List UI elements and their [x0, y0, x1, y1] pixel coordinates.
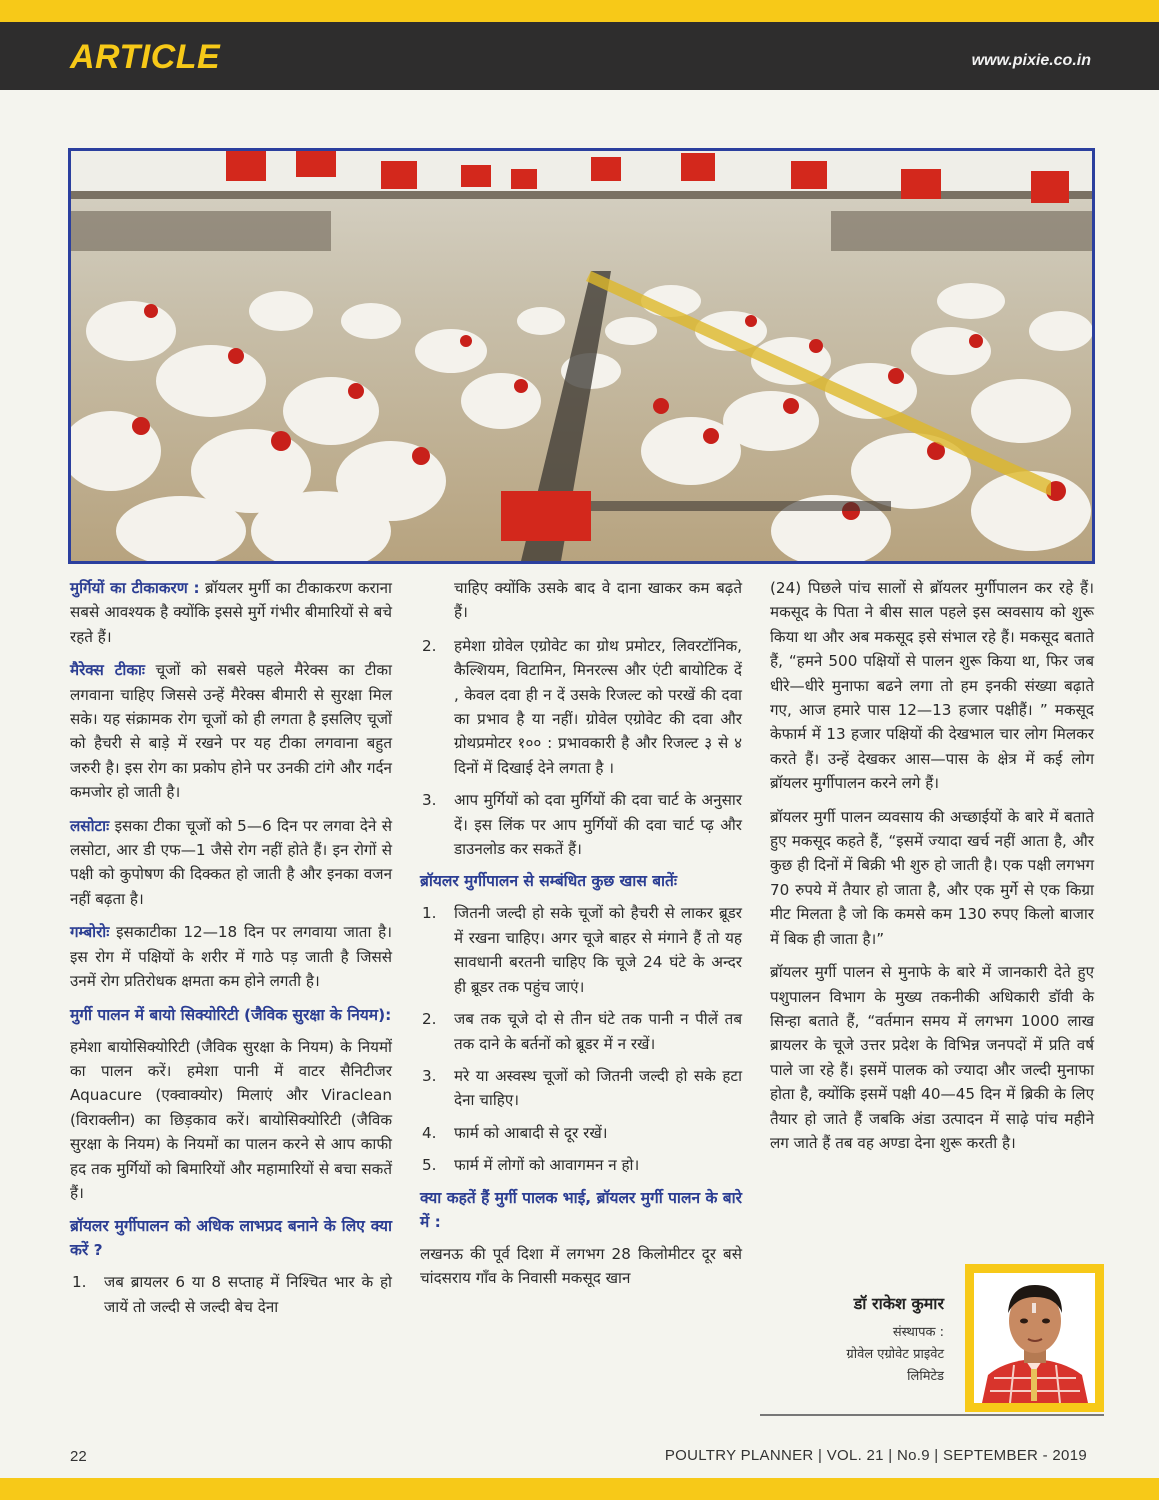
list-text: जब तक चूजे दो से तीन घंटे तक पानी न पीलें तब तक दाने के बर्तनों को ब्रूडर में न रखें।	[454, 1010, 742, 1053]
list-item-continued: चाहिए क्योंकि उसके बाद वे दाना खाकर कम बढ़ते हैं।	[454, 579, 742, 622]
top-accent-bar	[0, 0, 1159, 22]
author-role: संस्थापक :	[892, 1325, 944, 1340]
heading-farmer-views: क्या कहतें हैं मुर्गी पालक भाई, ब्रॉयलर मुर्गी पालन के बारे में :	[420, 1188, 742, 1231]
list-item	[70, 1270, 392, 1319]
paragraph-text: इसकाटीका 12—18 दिन पर लगवाया जाता है। इस रोग में पक्षियों के शरीर में गाठे पड़ जाती है जिससे उनमें रोग प्रतिरोधक क्षमता कम होने लगती है।	[70, 923, 392, 991]
list-item	[420, 901, 742, 999]
paragraph-official-quote: ब्रॉयलर मुर्गी पालन से मुनाफे के बारे में जानकारी देते हुए पशुपालन विभाग के मुख्य तकनीकी अधिकारी डॉवी के सिन्हा बताते हैं, “वर्तमान समय में लगभग 1000 लाख ब्रायलर के चूजे उत्तर प्रदेश के विभिन्न जनपदों में प्रति वर्ष पाले जा रहे हैं। इसमें पालक को ज्यादा और जल्दी मुनाफा होता है, क्योंकि इसमें पक्षी 40—45 दिन में ब्रिकी के लिए तैयार हो जाते हैं जबकि अंडा उत्पादन में साढ़े पांच महीने लग जाते हैं तब वह अण्डा देना शुरू करती है।	[770, 963, 1094, 1152]
paragraph-vaccination	[70, 576, 392, 649]
paragraph-maqsood: (24) पिछले पांच सालों से ब्रॉयलर मुर्गीपालन कर रहे हैं। मकसूद के पिता ने बीस साल पहले इस व्सवसाय को शुरू किया था और अब मकसूद इसे संभाल रहे हैं। मकसूद बताते हैं, “हमने 500 पक्षियों से पालन शुरू किया था, फिर जब धीरे—धीरे मुनाफा बढने लगा तो हम इनकी संख्या बढ़ाते गए, आज हमारे पास 12—13 हजार पक्षीहैं। ” मकसूद केफार्म में 13 हजार पक्षियों की देखभाल चार लोग मिलकर करते हैं। उन्हें देखकर आस—पास के क्षेत्र में कई लोग ब्रॉयलर मुर्गीपालन करने लगे हैं।	[770, 579, 1094, 793]
list-number: 5.	[422, 1156, 437, 1175]
publication-info: POULTRY PLANNER | VOL. 21 | No.9 | SEPTEMBER - 2019	[664, 1447, 1087, 1464]
site-url-link[interactable]: www.pixie.co.in	[971, 52, 1091, 69]
list-number: 4.	[422, 1123, 437, 1142]
author-organization-line2: लिमिटेड	[907, 1369, 944, 1384]
list-number: 3.	[422, 791, 437, 810]
subheading-mareks: मैरेक्स टीकाः	[70, 661, 146, 680]
list-number: 3.	[422, 1066, 437, 1085]
paragraph-text: ब्रॉयलर मुर्गी का टीकाकरण कराना सबसे आवश्यक है क्योंकि इससे मुर्गे गंभीर बीमारियों से बचे रहते हैं।	[70, 579, 392, 646]
author-organization: ग्रोवेल एग्रोवेट प्राइवेट	[846, 1347, 944, 1362]
list-item	[420, 1153, 742, 1177]
paragraph-text: इसका टीका चूजों को 5—6 दिन पर लगवा देने से लसोटा, आर डी एफ—1 जैसे रोग नहीं होते हैं। इन रोगों से पक्षी को कुपोषण की दिक्कत हो जाती है और इनका वजन नहीं बढ़ता है।	[70, 816, 392, 908]
photo-illustration	[71, 151, 1092, 561]
paragraph-farmer-intro: लखनऊ की पूर्व दिशा में लगभग 28 किलोमीटर दूर बसे चांदसराय गाँव के निवासी मकसूद खान	[420, 1244, 742, 1287]
list-item	[420, 1064, 742, 1113]
list-number: 2.	[422, 1010, 437, 1029]
subheading-lasota: लसोटाः	[70, 816, 110, 835]
author-name: डॉ राकेश कुमार	[853, 1294, 944, 1313]
subheading-gumboro: गम्बोरोः	[70, 923, 110, 942]
heading-key-points: ब्रॉयलर मुर्गीपालन से सम्बंधित कुछ खास बातेंः	[420, 872, 678, 891]
list-text: हमेशा ग्रोवेल एग्रोवेट का ग्रोथ प्रमोटर, लिवरटॉनिक, कैल्शियम, विटामिन, मिनरल्स और एंटी बायोटिक दें , केवल दवा ही न दें उसके रिजल्ट को परखें की दवा का प्रभाव है या नहीं। ग्रोवेल एग्रोवेट की दवा और ग्रोथप्रमोटर १०० : प्रभावकारी है और रिजल्ट ३ से ४ दिनों में दिखाई देने लगता है ।	[454, 636, 742, 777]
list-item	[420, 1121, 742, 1145]
portrait-illustration	[974, 1273, 1095, 1403]
list-text: जितनी जल्दी हो सके चूजों को हैचरी से लाकर ब्रूडर में रखना चाहिए। अगर चूजे बाहर से मंगाने हैं तो यह सावधानी बरतनी चाहिए कि चूजे 24 घंटे के अन्दर ही ब्रूडर तक पहुंच जाएं।	[454, 904, 742, 996]
list-number: 1.	[72, 1273, 87, 1292]
article-column-3	[770, 576, 1094, 1164]
article-column-2	[420, 576, 742, 1299]
list-text: फार्म को आबादी से दूर रखें।	[454, 1123, 608, 1142]
list-item	[420, 788, 742, 861]
paragraph-mareks	[70, 658, 392, 804]
paragraph-text: चूजों को सबसे पहले मैरेक्स का टीका लगवाना चाहिए जिससे उन्हें मैरेक्स बीमारी से सुरक्षा मिल सके। यह संक्रामक रोग चूजों को ही लगता है इसलिए चूजों को हैचरी से बाड़े में रखने पर यह टीका लगवाना बहुत जरुरी है। इस रोग का प्रकोप होने पर उनकी टांगे और गर्दन कमजोर हो जाती है।	[70, 661, 392, 802]
page-number: 22	[70, 1448, 87, 1465]
list-text: मरे या अस्वस्थ चूजों को जितनी जल्दी हो सके हटा देना चाहिए।	[454, 1066, 742, 1110]
heading-profitable-broiler: ब्रॉयलर मुर्गीपालन को अधिक लाभप्रद बनाने के लिए क्या करें ?	[70, 1217, 392, 1260]
article-column-1	[70, 576, 392, 1327]
paragraph-lasota	[70, 814, 392, 912]
bottom-accent-bar	[0, 1478, 1159, 1500]
list-number: 1.	[422, 904, 437, 923]
subheading-vaccination: मुर्गियों का टीकाकरण :	[70, 579, 200, 597]
author-box	[760, 1264, 1104, 1416]
list-item	[420, 634, 742, 780]
list-text: आप मुर्गियों को दवा मुर्गियों की दवा चार्ट के अनुसार दें। इस लिंक पर आप मुर्गियों की दवा चार्ट प्ढ़ और डाउनलोड कर सकतें हैं।	[454, 791, 742, 859]
list-text: फार्म में लोगों को आवागमन न हो।	[454, 1156, 640, 1175]
author-portrait	[965, 1264, 1104, 1412]
paragraph-gumboro	[70, 920, 392, 993]
list-item	[420, 1007, 742, 1056]
paragraph-benefits: ब्रॉयलर मुर्गी पालन व्यवसाय की अच्छाईयों के बारे में बताते हुए मकसूद कहते हैं, “इसमें ज्यादा खर्च नहीं आता है, और कुछ ही दिनों में बिक्री भी शुरु हो जाती है। एक पक्षी लगभग 70 रुपये में तैयार हो जाता है, और एक मुर्गे से एक किग्रा मीट मिलता है जो कि कमसे कम 130 रुपए किलो बाजार में बिक ही जाता है।”	[770, 807, 1094, 948]
list-text: जब ब्रायलर 6 या 8 सप्ताह में निश्चित भार के हो जायें तो जल्दी से जल्दी बेच देना	[104, 1273, 392, 1316]
section-label: ARTICLE	[70, 38, 221, 76]
list-number: 2.	[422, 636, 437, 655]
paragraph-biosecurity: हमेशा बायोसिक्योरिटी (जैविक सुरक्षा के नियम) के नियमों का पालन करें। हमेशा पानी में वाटर सैनिटीजर Aquacure (एक्वाक्योर) मिलाएं और Viraclean (विराक्लीन) का छिड़काव करें। बायोसिक्योरिटी (जैविक सुरक्षा के नियम) के नियमों का पालन करने से आप काफी हद तक मुर्गियों को बिमारियों और महामारियों से बचा सकतें हैं।	[70, 1037, 392, 1202]
broiler-farm-photo	[68, 148, 1095, 564]
heading-biosecurity: मुर्गी पालन में बायो सिक्योरिटी (जैविक सुरक्षा के नियम):	[70, 1005, 392, 1024]
